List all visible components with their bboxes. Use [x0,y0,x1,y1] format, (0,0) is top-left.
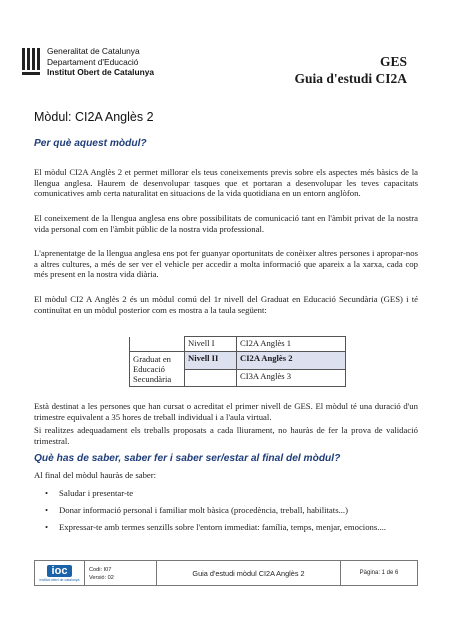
table-row [130,337,346,352]
ioc-logo-mark: ioc [47,565,73,577]
institution-line-3: Institut Obert de Catalunya [47,67,155,77]
table-cell-module: CI3A Anglès 3 [237,369,346,387]
table-row [130,352,346,370]
ioc-logo [35,561,85,585]
table-cell-module: CI2A Anglès 2 [237,352,346,370]
table-row-header: Graduat en Educació Secundària [130,352,185,387]
list-item: • Donar informació personal i familiar molt bàsica (procedència, treball, habilitats...) [59,505,419,516]
section-heading-outcomes: Què has de saber, saber fer i saber ser/estar al final del mòdul? [34,453,341,464]
paragraph-2: El coneixement de la llengua anglesa ens obre possibilitats de comunicació tant en l'àmbit privat de la nostra vida personal com en l'àmbit públic de la nostra vida professional. [34,213,418,234]
table-cell-level [185,369,237,387]
paragraph-6: Si realitzes adequadament els treballs proposats a cada lliurament, no hauràs de fer la prova de validació trimestral. [34,425,418,446]
ioc-logo-subtitle: institut obert de catalunya [39,577,80,582]
outcomes-intro: Al final del mòdul hauràs de saber: [34,470,157,480]
ges-label: GES [379,54,407,69]
levels-table [129,336,346,387]
paragraph-4: El mòdul CI2 A Anglès 2 és un mòdul comú del 1r nivell del Graduat en Educació Secundària (GES) i té continuïtat en un mòdul posterior com es mostra a la taula següent: [34,294,418,315]
table-cell-level: Nivell II [185,352,237,370]
institution-line-1: Generalitat de Catalunya [47,46,140,56]
table-cell-level: Nivell I [185,337,237,352]
footer-doc-title: Guia d'estudi mòdul CI2A Anglès 2 [157,561,341,585]
footer-code: Codi: I07 [89,567,112,573]
footer-code-block [85,561,157,585]
module-title: Mòdul: CI2A Anglès 2 [34,110,154,124]
generalitat-logo-icon [22,48,40,76]
paragraph-1: El mòdul CI2A Anglès 2 et permet millorar els teus coneixements previs sobre els aspectes més bàsics de la llengua anglesa. Haurem de desenvolupar tasques que et portaran a desenvolupar les teves capacitats comunicatives amb certa naturalitat en situacions de la vida quotidiana en un entorn anglòfon. [34,167,418,199]
institution-block [47,46,154,78]
footer-version: Versió: 02 [89,575,114,581]
table-cell-empty [130,337,185,352]
list-item: • Expressar-te amb termes senzills sobre l'entorn immediat: família, temps, menjar, emocions.... [59,522,419,533]
guide-header [294,53,407,87]
paragraph-5: Està destinat a les persones que han cursat o acreditat el primer nivell de GES. El mòdul té una duració d'un trimestre equivalent a 35 hores de treball individual i a l'aula virtual. [34,401,418,422]
list-item: • Saludar i presentar-te [59,488,419,499]
institution-line-2: Departament d'Educació [47,56,139,67]
footer-page-number: Pàgina: 1 de 6 [359,570,399,576]
section-heading-why: Per què aquest mòdul? [34,138,147,149]
paragraph-3: L'aprenentatge de la llengua anglesa ens pot fer guanyar oportunitats de conèixer altres persones i apropar-nos a altres cultures, a més de ser ver el vehicle per accedir a molta informació que apareix a la xarxa, cada cop més present en la nostra vida diària. [34,248,418,280]
guide-title: Guia d'estudi CI2A [294,71,407,86]
page-footer [34,560,418,586]
table-cell-module: CI2A Anglès 1 [237,337,346,352]
